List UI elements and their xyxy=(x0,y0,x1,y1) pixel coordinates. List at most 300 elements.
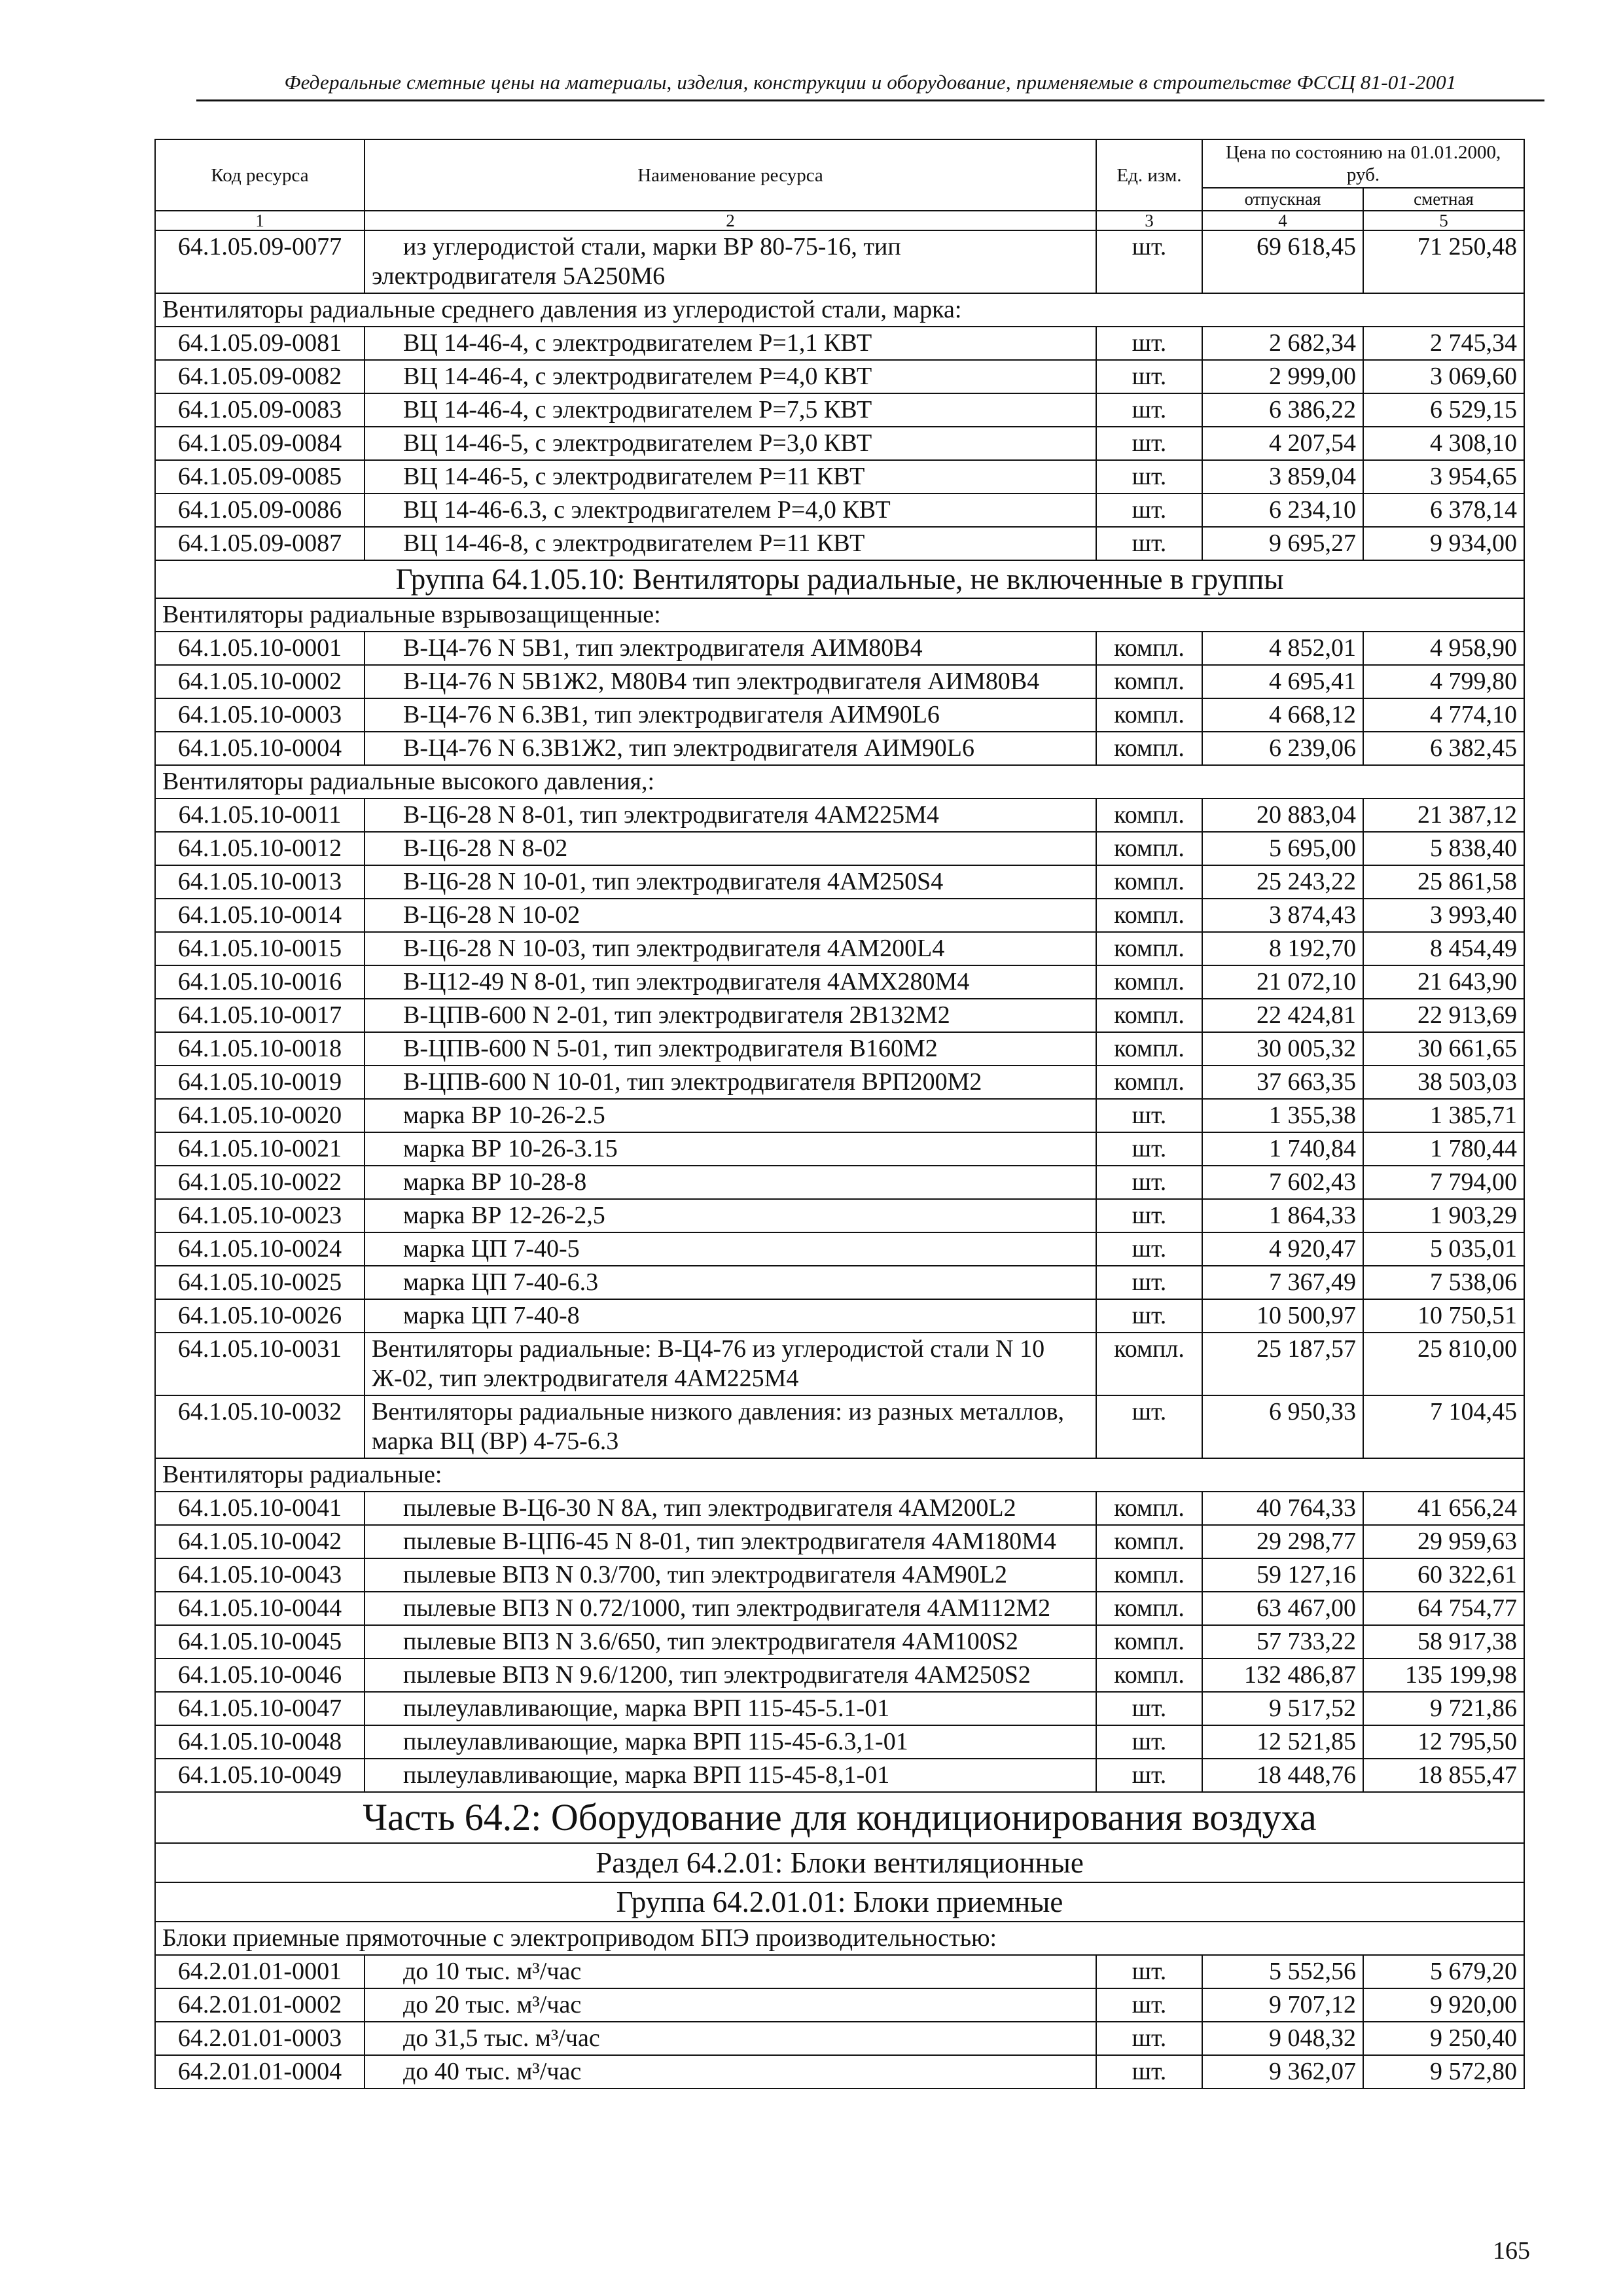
unit-cell: шт. xyxy=(1096,1199,1202,1232)
resource-name xyxy=(365,427,1096,460)
release-price: 25 243,22 xyxy=(1202,865,1363,899)
release-price: 4 207,54 xyxy=(1202,427,1363,460)
subheading-row xyxy=(155,765,1524,798)
release-price: 57 733,22 xyxy=(1202,1625,1363,1659)
resource-code: 64.1.05.10-0022 xyxy=(155,1166,365,1199)
table-row xyxy=(155,460,1524,493)
table-row xyxy=(155,1988,1524,2022)
resource-code: 64.1.05.10-0042 xyxy=(155,1525,365,1558)
estimate-price: 10 750,51 xyxy=(1363,1299,1524,1333)
resource-name-text: В-Ц6-28 N 10-02 xyxy=(403,901,580,929)
unit-cell: компл. xyxy=(1096,865,1202,899)
table-row xyxy=(155,1725,1524,1759)
unit-cell: шт. xyxy=(1096,2022,1202,2055)
part-heading-text: Часть 64.2: Оборудование для кондиционирования воздуха xyxy=(155,1792,1524,1843)
release-price: 9 362,07 xyxy=(1202,2055,1363,2089)
unit-cell: компл. xyxy=(1096,832,1202,865)
estimate-price: 58 917,38 xyxy=(1363,1625,1524,1659)
estimate-price: 6 382,45 xyxy=(1363,732,1524,765)
resource-code: 64.1.05.10-0041 xyxy=(155,1492,365,1525)
subheading-text: Блоки приемные прямоточные с электроприводом БПЭ производительностью: xyxy=(155,1922,1524,1955)
estimate-price: 30 661,65 xyxy=(1363,1032,1524,1066)
resource-code: 64.1.05.10-0004 xyxy=(155,732,365,765)
resource-code: 64.1.05.10-0049 xyxy=(155,1759,365,1792)
resource-name-text: пылевые ВПЗ N 9.6/1200, тип электродвигателя 4АМ250S2 xyxy=(403,1661,1031,1689)
unit-cell: компл. xyxy=(1096,1592,1202,1625)
release-price: 4 920,47 xyxy=(1202,1232,1363,1266)
estimate-price: 2 745,34 xyxy=(1363,327,1524,360)
unit-cell: компл. xyxy=(1096,932,1202,965)
estimate-price: 5 838,40 xyxy=(1363,832,1524,865)
table-row xyxy=(155,1099,1524,1132)
unit-cell: шт. xyxy=(1096,493,1202,527)
resource-name xyxy=(365,527,1096,560)
release-price: 6 239,06 xyxy=(1202,732,1363,765)
resource-code: 64.1.05.10-0032 xyxy=(155,1395,365,1458)
resource-code: 64.1.05.10-0020 xyxy=(155,1099,365,1132)
unit-cell: шт. xyxy=(1096,1988,1202,2022)
table-row xyxy=(155,798,1524,832)
unit-cell: шт. xyxy=(1096,1395,1202,1458)
resource-name-text: до 40 тыс. м³/час xyxy=(403,2058,582,2085)
resource-name xyxy=(365,1066,1096,1099)
resource-code: 64.1.05.09-0085 xyxy=(155,460,365,493)
resource-name xyxy=(365,1099,1096,1132)
unit-cell: шт. xyxy=(1096,1955,1202,1988)
release-price: 7 367,49 xyxy=(1202,1266,1363,1299)
unit-cell: компл. xyxy=(1096,665,1202,698)
resource-code: 64.1.05.10-0014 xyxy=(155,899,365,932)
unit-cell: шт. xyxy=(1096,527,1202,560)
resource-name-text: ВЦ 14-46-5, с электродвигателем Р=3,0 КВТ xyxy=(403,429,872,457)
table-row xyxy=(155,832,1524,865)
estimate-price: 29 959,63 xyxy=(1363,1525,1524,1558)
resource-name xyxy=(365,460,1096,493)
release-price: 9 048,32 xyxy=(1202,2022,1363,2055)
col-number: 5 xyxy=(1363,211,1524,230)
unit-cell: компл. xyxy=(1096,1525,1202,1558)
resource-name xyxy=(365,1266,1096,1299)
resource-code: 64.1.05.10-0047 xyxy=(155,1692,365,1725)
resource-name-text: пылеулавливающие, марка ВРП 115-45-5.1-01 xyxy=(403,1695,890,1722)
resource-name xyxy=(365,1558,1096,1592)
table-row xyxy=(155,2055,1524,2089)
resource-code: 64.1.05.10-0017 xyxy=(155,999,365,1032)
resource-code: 64.2.01.01-0002 xyxy=(155,1988,365,2022)
resource-name xyxy=(365,732,1096,765)
section-heading-text: Раздел 64.2.01: Блоки вентиляционные xyxy=(155,1843,1524,1882)
release-price: 9 695,27 xyxy=(1202,527,1363,560)
unit-cell: шт. xyxy=(1096,393,1202,427)
col-code-header: Код ресурса xyxy=(155,139,365,211)
unit-cell: шт. xyxy=(1096,1266,1202,1299)
group-heading-text: Группа 64.1.05.10: Вентиляторы радиальные, не включенные в группы xyxy=(155,560,1524,598)
unit-cell: компл. xyxy=(1096,632,1202,665)
table-row xyxy=(155,1066,1524,1099)
table-row xyxy=(155,1395,1524,1458)
estimate-price: 6 378,14 xyxy=(1363,493,1524,527)
unit-cell: шт. xyxy=(1096,327,1202,360)
col-name-header: Наименование ресурса xyxy=(365,139,1096,211)
resource-code: 64.1.05.10-0023 xyxy=(155,1199,365,1232)
subheading-text: Вентиляторы радиальные: xyxy=(155,1458,1524,1492)
table-row xyxy=(155,327,1524,360)
section-heading-row xyxy=(155,1882,1524,1922)
estimate-price: 1 385,71 xyxy=(1363,1099,1524,1132)
subheading-row xyxy=(155,598,1524,632)
table-row xyxy=(155,1492,1524,1525)
resource-name-text: В-ЦПВ-600 N 10-01, тип электродвигателя ВРП200М2 xyxy=(403,1068,982,1096)
estimate-price: 64 754,77 xyxy=(1363,1592,1524,1625)
estimate-price: 41 656,24 xyxy=(1363,1492,1524,1525)
unit-cell: компл. xyxy=(1096,1032,1202,1066)
resource-name-text: пылевые В-ЦП6-45 N 8-01, тип электродвигателя 4АМ180М4 xyxy=(403,1528,1056,1555)
table-row xyxy=(155,932,1524,965)
resource-name xyxy=(365,1988,1096,2022)
table-row xyxy=(155,999,1524,1032)
resource-code: 64.2.01.01-0004 xyxy=(155,2055,365,2089)
unit-cell: шт. xyxy=(1096,230,1202,293)
subheading-text: Вентиляторы радиальные высокого давления,: xyxy=(155,765,1524,798)
resource-name xyxy=(365,1333,1096,1395)
col-unit-header: Ед. изм. xyxy=(1096,139,1202,211)
estimate-price: 6 529,15 xyxy=(1363,393,1524,427)
resource-name-text: Вентиляторы радиальные низкого давления: из разных металлов, марка ВЦ (ВР) 4-75-6.3 xyxy=(372,1398,1065,1455)
resource-name-text: пылевые ВПЗ N 0.3/700, тип электродвигателя 4АМ90L2 xyxy=(403,1561,1007,1588)
table-row xyxy=(155,899,1524,932)
unit-cell: шт. xyxy=(1096,1232,1202,1266)
resource-name-text: В-Ц4-76 N 5В1, тип электродвигателя АИМ80В4 xyxy=(403,634,923,662)
resource-name-text: марка ВР 10-28-8 xyxy=(403,1168,587,1196)
unit-cell: шт. xyxy=(1096,1299,1202,1333)
table-row xyxy=(155,427,1524,460)
estimate-price: 25 861,58 xyxy=(1363,865,1524,899)
estimate-price: 38 503,03 xyxy=(1363,1066,1524,1099)
release-price: 12 521,85 xyxy=(1202,1725,1363,1759)
unit-cell: шт. xyxy=(1096,1725,1202,1759)
resource-code: 64.1.05.10-0019 xyxy=(155,1066,365,1099)
resource-name xyxy=(365,1525,1096,1558)
release-price: 63 467,00 xyxy=(1202,1592,1363,1625)
running-header: Федеральные сметные цены на материалы, изделия, конструкции и оборудование, применяемые в строительстве ФССЦ 81-01-2001 xyxy=(284,71,1457,94)
resource-name xyxy=(365,1032,1096,1066)
estimate-price: 3 069,60 xyxy=(1363,360,1524,393)
estimate-price: 18 855,47 xyxy=(1363,1759,1524,1792)
table-header xyxy=(155,139,1524,230)
estimate-price: 12 795,50 xyxy=(1363,1725,1524,1759)
resource-code: 64.1.05.10-0021 xyxy=(155,1132,365,1166)
table-row xyxy=(155,1659,1524,1692)
resource-name xyxy=(365,1955,1096,1988)
release-price: 21 072,10 xyxy=(1202,965,1363,999)
resource-name xyxy=(365,832,1096,865)
col-number: 1 xyxy=(155,211,365,230)
resource-code: 64.2.01.01-0001 xyxy=(155,1955,365,1988)
resource-name-text: пылевые ВПЗ N 0.72/1000, тип электродвигателя 4АМ112М2 xyxy=(403,1594,1051,1622)
unit-cell: компл. xyxy=(1096,732,1202,765)
table-row xyxy=(155,527,1524,560)
estimate-price: 3 954,65 xyxy=(1363,460,1524,493)
release-price: 1 355,38 xyxy=(1202,1099,1363,1132)
resource-name-text: марка ВР 12-26-2,5 xyxy=(403,1202,605,1229)
unit-cell: шт. xyxy=(1096,1692,1202,1725)
table-row xyxy=(155,493,1524,527)
resource-name xyxy=(365,899,1096,932)
resource-name-text: В-Ц4-76 N 6.3В1, тип электродвигателя АИМ90L6 xyxy=(403,701,940,728)
resource-name-text: марка ВР 10-26-3.15 xyxy=(403,1135,618,1162)
resource-name-text: ВЦ 14-46-4, с электродвигателем Р=7,5 КВТ xyxy=(403,396,872,423)
release-price: 4 852,01 xyxy=(1202,632,1363,665)
resource-name-text: ВЦ 14-46-5, с электродвигателем Р=11 КВТ xyxy=(403,463,865,490)
resource-code: 64.1.05.10-0018 xyxy=(155,1032,365,1066)
release-price: 1 740,84 xyxy=(1202,1132,1363,1166)
estimate-price: 22 913,69 xyxy=(1363,999,1524,1032)
resource-name xyxy=(365,230,1096,293)
resource-code: 64.1.05.09-0087 xyxy=(155,527,365,560)
estimate-price: 7 794,00 xyxy=(1363,1166,1524,1199)
resource-name-text: до 10 тыс. м³/час xyxy=(403,1958,582,1985)
resource-name-text: пылеулавливающие, марка ВРП 115-45-8,1-01 xyxy=(403,1761,890,1789)
release-price: 20 883,04 xyxy=(1202,798,1363,832)
estimate-price: 7 104,45 xyxy=(1363,1395,1524,1458)
resource-name-text: марка ЦП 7-40-5 xyxy=(403,1235,580,1263)
col-number: 3 xyxy=(1096,211,1202,230)
resource-name xyxy=(365,1299,1096,1333)
estimate-price: 60 322,61 xyxy=(1363,1558,1524,1592)
release-price: 30 005,32 xyxy=(1202,1032,1363,1066)
resource-code: 64.1.05.10-0012 xyxy=(155,832,365,865)
col-number: 4 xyxy=(1202,211,1363,230)
part-heading-row xyxy=(155,1792,1524,1843)
resource-name xyxy=(365,2022,1096,2055)
subheading-text: Вентиляторы радиальные среднего давления из углеродистой стали, марка: xyxy=(155,293,1524,327)
table-row xyxy=(155,965,1524,999)
table-body xyxy=(155,230,1524,2089)
resource-name-text: ВЦ 14-46-6.3, с электродвигателем Р=4,0 КВТ xyxy=(403,496,891,524)
unit-cell: компл. xyxy=(1096,1558,1202,1592)
col-estimate-header: сметная xyxy=(1363,188,1524,211)
table-row xyxy=(155,698,1524,732)
estimate-price: 21 387,12 xyxy=(1363,798,1524,832)
table-row xyxy=(155,1692,1524,1725)
unit-cell: шт. xyxy=(1096,2055,1202,2089)
release-price: 6 386,22 xyxy=(1202,393,1363,427)
resource-code: 64.1.05.10-0026 xyxy=(155,1299,365,1333)
unit-cell: шт. xyxy=(1096,360,1202,393)
estimate-price: 71 250,48 xyxy=(1363,230,1524,293)
resource-name-text: Вентиляторы радиальные: В-Ц4-76 из углеродистой стали N 10 Ж-02, тип электродвигателя 4АМ225М4 xyxy=(372,1335,1045,1392)
estimate-price: 1 780,44 xyxy=(1363,1132,1524,1166)
resource-code: 64.1.05.10-0043 xyxy=(155,1558,365,1592)
estimate-price: 8 454,49 xyxy=(1363,932,1524,965)
resource-name-text: ВЦ 14-46-4, с электродвигателем Р=4,0 КВТ xyxy=(403,363,872,390)
table-row xyxy=(155,1299,1524,1333)
release-price: 3 874,43 xyxy=(1202,899,1363,932)
resource-code: 64.1.05.09-0083 xyxy=(155,393,365,427)
resource-name xyxy=(365,1659,1096,1692)
estimate-price: 21 643,90 xyxy=(1363,965,1524,999)
table-row xyxy=(155,1199,1524,1232)
resource-code: 64.1.05.10-0031 xyxy=(155,1333,365,1395)
resource-name xyxy=(365,1759,1096,1792)
resource-name-text: марка ВР 10-26-2.5 xyxy=(403,1102,605,1129)
resource-name xyxy=(365,393,1096,427)
release-price: 9 707,12 xyxy=(1202,1988,1363,2022)
resource-name xyxy=(365,1725,1096,1759)
estimate-price: 9 920,00 xyxy=(1363,1988,1524,2022)
release-price: 1 864,33 xyxy=(1202,1199,1363,1232)
resource-name xyxy=(365,327,1096,360)
resource-name-text: В-Ц12-49 N 8-01, тип электродвигателя 4АМХ280М4 xyxy=(403,968,970,996)
release-price: 59 127,16 xyxy=(1202,1558,1363,1592)
resource-name xyxy=(365,665,1096,698)
resource-name-text: из углеродистой стали, марки ВР 80-75-16, тип электродвигателя 5А250М6 xyxy=(372,233,901,290)
resource-code: 64.1.05.10-0003 xyxy=(155,698,365,732)
estimate-price: 25 810,00 xyxy=(1363,1333,1524,1395)
unit-cell: компл. xyxy=(1096,965,1202,999)
subheading-row xyxy=(155,293,1524,327)
resource-code: 64.1.05.10-0048 xyxy=(155,1725,365,1759)
section-heading-row xyxy=(155,1843,1524,1882)
resource-name-text: пылевые ВПЗ N 3.6/650, тип электродвигателя 4АМ100S2 xyxy=(403,1628,1018,1655)
resource-name-text: В-Ц6-28 N 8-02 xyxy=(403,834,568,862)
resource-name-text: В-ЦПВ-600 N 2-01, тип электродвигателя 2В132М2 xyxy=(403,1001,950,1029)
resource-name xyxy=(365,1692,1096,1725)
release-price: 7 602,43 xyxy=(1202,1166,1363,1199)
release-price: 2 682,34 xyxy=(1202,327,1363,360)
resource-name-text: ВЦ 14-46-4, с электродвигателем Р=1,1 КВТ xyxy=(403,329,872,357)
resource-code: 64.1.05.10-0046 xyxy=(155,1659,365,1692)
unit-cell: компл. xyxy=(1096,999,1202,1032)
resource-code: 64.1.05.10-0045 xyxy=(155,1625,365,1659)
resource-name-text: марка ЦП 7-40-8 xyxy=(403,1302,580,1329)
resource-name xyxy=(365,865,1096,899)
table-row xyxy=(155,1558,1524,1592)
resource-code: 64.1.05.09-0082 xyxy=(155,360,365,393)
resource-name-text: ВЦ 14-46-8, с электродвигателем Р=11 КВТ xyxy=(403,529,865,557)
col-price-header: Цена по состоянию на 01.01.2000, руб. xyxy=(1202,139,1524,188)
table-row xyxy=(155,1132,1524,1166)
estimate-price: 9 572,80 xyxy=(1363,2055,1524,2089)
estimate-price: 5 035,01 xyxy=(1363,1232,1524,1266)
table-row xyxy=(155,1955,1524,1988)
table-row xyxy=(155,1759,1524,1792)
col-number: 2 xyxy=(365,211,1096,230)
resource-name xyxy=(365,1625,1096,1659)
col-release-header: отпускная xyxy=(1202,188,1363,211)
resource-code: 64.1.05.10-0024 xyxy=(155,1232,365,1266)
resource-code: 64.1.05.09-0084 xyxy=(155,427,365,460)
resource-code: 64.1.05.10-0013 xyxy=(155,865,365,899)
resource-name xyxy=(365,965,1096,999)
release-price: 37 663,35 xyxy=(1202,1066,1363,1099)
release-price: 40 764,33 xyxy=(1202,1492,1363,1525)
estimate-price: 135 199,98 xyxy=(1363,1659,1524,1692)
release-price: 25 187,57 xyxy=(1202,1333,1363,1395)
resource-name xyxy=(365,798,1096,832)
table-row xyxy=(155,2022,1524,2055)
unit-cell: шт. xyxy=(1096,1099,1202,1132)
table-row xyxy=(155,732,1524,765)
estimate-price: 4 799,80 xyxy=(1363,665,1524,698)
resource-code: 64.1.05.10-0002 xyxy=(155,665,365,698)
resource-name xyxy=(365,632,1096,665)
unit-cell: компл. xyxy=(1096,698,1202,732)
resource-name-text: до 31,5 тыс. м³/час xyxy=(403,2024,600,2052)
table-row xyxy=(155,1232,1524,1266)
release-price: 9 517,52 xyxy=(1202,1692,1363,1725)
resource-code: 64.1.05.10-0025 xyxy=(155,1266,365,1299)
resource-name-text: В-Ц6-28 N 8-01, тип электродвигателя 4АМ225М4 xyxy=(403,801,939,829)
estimate-price: 5 679,20 xyxy=(1363,1955,1524,1988)
estimate-price: 9 250,40 xyxy=(1363,2022,1524,2055)
release-price: 3 859,04 xyxy=(1202,460,1363,493)
unit-cell: шт. xyxy=(1096,1166,1202,1199)
table-row xyxy=(155,1333,1524,1395)
unit-cell: компл. xyxy=(1096,1066,1202,1099)
resource-name xyxy=(365,1232,1096,1266)
table-row xyxy=(155,1525,1524,1558)
resource-code: 64.1.05.10-0001 xyxy=(155,632,365,665)
estimate-price: 7 538,06 xyxy=(1363,1266,1524,1299)
unit-cell: шт. xyxy=(1096,427,1202,460)
table-row xyxy=(155,1592,1524,1625)
resource-name xyxy=(365,360,1096,393)
resource-name xyxy=(365,493,1096,527)
release-price: 5 552,56 xyxy=(1202,1955,1363,1988)
unit-cell: компл. xyxy=(1096,1659,1202,1692)
unit-cell: компл. xyxy=(1096,1492,1202,1525)
unit-cell: шт. xyxy=(1096,1132,1202,1166)
release-price: 29 298,77 xyxy=(1202,1525,1363,1558)
resource-code: 64.1.05.09-0081 xyxy=(155,327,365,360)
resource-name xyxy=(365,1395,1096,1458)
unit-cell: компл. xyxy=(1096,798,1202,832)
release-price: 6 950,33 xyxy=(1202,1395,1363,1458)
resource-code: 64.1.05.09-0086 xyxy=(155,493,365,527)
estimate-price: 9 721,86 xyxy=(1363,1692,1524,1725)
resource-name xyxy=(365,1132,1096,1166)
page-number: 165 xyxy=(1493,2237,1530,2265)
resource-name-text: пылевые В-Ц6-30 N 8А, тип электродвигателя 4АМ200L2 xyxy=(403,1494,1016,1522)
unit-cell: компл. xyxy=(1096,1625,1202,1659)
estimate-price: 1 903,29 xyxy=(1363,1199,1524,1232)
subheading-row xyxy=(155,1458,1524,1492)
resource-name-text: марка ЦП 7-40-6.3 xyxy=(403,1268,599,1296)
release-price: 69 618,45 xyxy=(1202,230,1363,293)
price-table xyxy=(154,139,1525,2089)
resource-name-text: В-Ц4-76 N 6.3В1Ж2, тип электродвигателя АИМ90L6 xyxy=(403,734,974,762)
section-heading-text: Группа 64.2.01.01: Блоки приемные xyxy=(155,1882,1524,1922)
estimate-price: 4 958,90 xyxy=(1363,632,1524,665)
release-price: 5 695,00 xyxy=(1202,832,1363,865)
resource-name xyxy=(365,999,1096,1032)
unit-cell: компл. xyxy=(1096,1333,1202,1395)
release-price: 8 192,70 xyxy=(1202,932,1363,965)
resource-name xyxy=(365,698,1096,732)
release-price: 6 234,10 xyxy=(1202,493,1363,527)
subheading-row xyxy=(155,1922,1524,1955)
resource-name-text: В-ЦПВ-600 N 5-01, тип электродвигателя В160М2 xyxy=(403,1035,938,1062)
resource-name xyxy=(365,932,1096,965)
table-row xyxy=(155,360,1524,393)
estimate-price: 4 774,10 xyxy=(1363,698,1524,732)
resource-code: 64.1.05.10-0016 xyxy=(155,965,365,999)
unit-cell: компл. xyxy=(1096,899,1202,932)
release-price: 18 448,76 xyxy=(1202,1759,1363,1792)
release-price: 10 500,97 xyxy=(1202,1299,1363,1333)
release-price: 132 486,87 xyxy=(1202,1659,1363,1692)
